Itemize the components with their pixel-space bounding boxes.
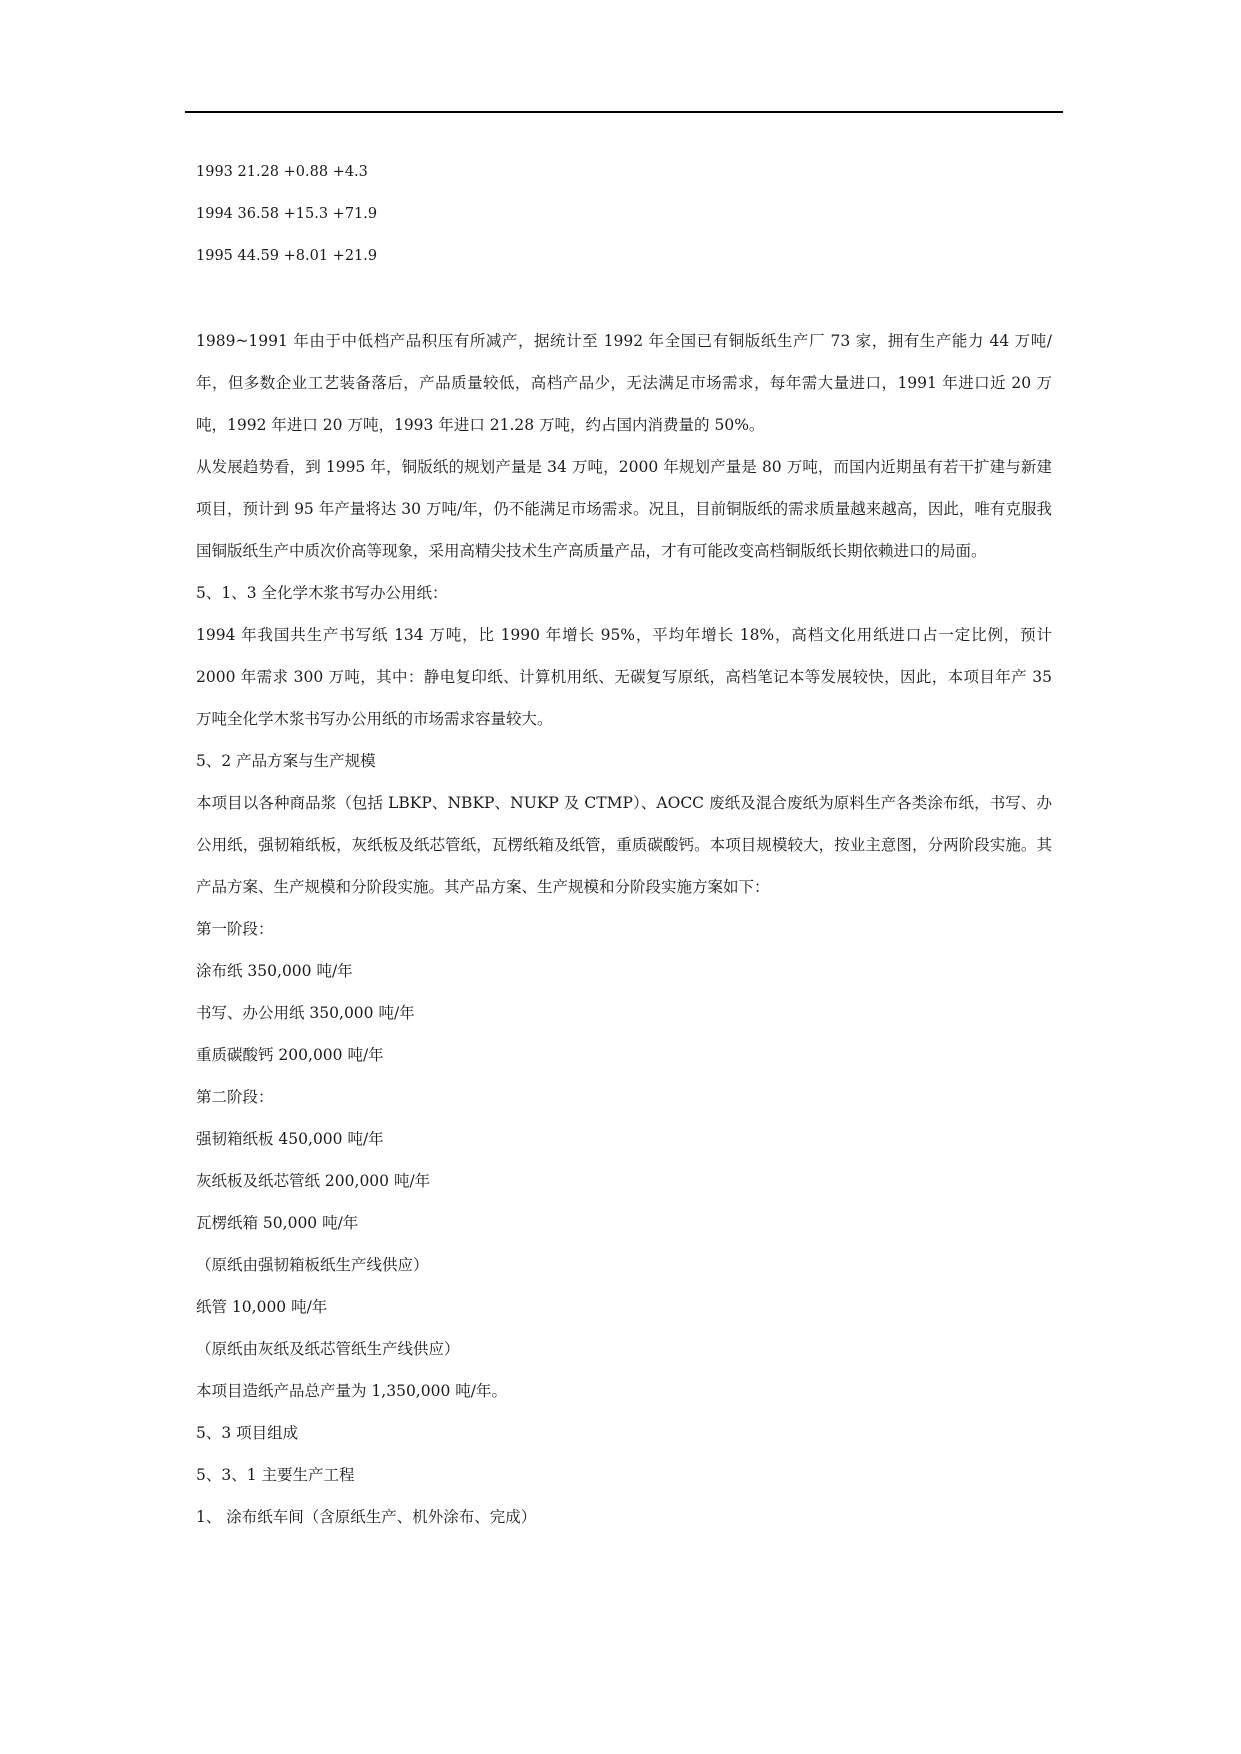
section-heading-5-3: 5、3 项目组成 (196, 1424, 299, 1442)
list-item: 1、 涂布纸车间（含原纸生产、机外涂布、完成） (196, 1508, 537, 1526)
paragraph-writing-paper: 1994 年我国共生产书写纸 134 万吨，比 1990 年增长 95%，平均年增长 18%，高档文化用纸进口占一定比例，预计 2000 年需求 300 万吨，其中：静电复印纸、计算机用纸、无碳复写原纸，高档笔记本等发展较快，因此，本项目年产 35 万吨全化学木浆书写办公用纸的市场需求容量较大。 (196, 626, 1052, 728)
section-heading-5-1-3: 5、1、3 全化学木浆书写办公用纸： (196, 584, 448, 602)
paragraph-production-history: 1989~1991 年由于中低档产品积压有所减产，据统计至 1992 年全国已有铜版纸生产厂 73 家，拥有生产能力 44 万吨/年，但多数企业工艺装备落后，产品质量较低，高档产品少，无法满足市场需求，每年需大量进口，1991 年进口近 20 万吨，1992 年进口 20 万吨，1993 年进口 21.28 万吨，约占国内消费量的 50%。 (196, 332, 1052, 434)
stat-row-1994: 1994 36.58 +15.3 +71.9 (196, 206, 378, 222)
total-output-line: 本项目造纸产品总产量为 1,350,000 吨/年。 (196, 1382, 507, 1400)
section-heading-5-2: 5、2 产品方案与生产规模 (196, 752, 376, 770)
header-rule (185, 111, 1063, 113)
document-body (196, 158, 1052, 1538)
paragraph-product-plan: 本项目以各种商品浆（包括 LBKP、NBKP、NUKP 及 CTMP）、AOCC 废纸及混合废纸为原料生产各类涂布纸，书写、办公用纸，强韧箱纸板，灰纸板及纸芯管纸，瓦楞纸箱及纸管，重质碳酸钙。本项目规模较大，按业主意图，分两阶段实施。其产品方案、生产规模和分阶段实施。其产品方案、生产规模和分阶段实施方案如下： (196, 794, 1052, 896)
product-line: 重质碳酸钙 200,000 吨/年 (196, 1046, 384, 1064)
stage-two-heading: 第二阶段： (196, 1088, 274, 1106)
product-note: （原纸由强韧箱板纸生产线供应） (196, 1256, 429, 1274)
section-heading-5-3-1: 5、3、1 主要生产工程 (196, 1466, 355, 1484)
product-line: 灰纸板及纸芯管纸 200,000 吨/年 (196, 1172, 431, 1190)
product-line: 书写、办公用纸 350,000 吨/年 (196, 1004, 415, 1022)
product-line: 强韧箱纸板 450,000 吨/年 (196, 1130, 384, 1148)
stat-row-1995: 1995 44.59 +8.01 +21.9 (196, 248, 378, 264)
product-line: 瓦楞纸箱 50,000 吨/年 (196, 1214, 359, 1232)
paragraph-development-trend: 从发展趋势看，到 1995 年，铜版纸的规划产量是 34 万吨，2000 年规划产量是 80 万吨，而国内近期虽有若干扩建与新建项目，预计到 95 年产量将达 30 万吨/年，仍不能满足市场需求。况且，目前铜版纸的需求质量越来越高，因此，唯有克服我国铜版纸生产中质次价高等现象，采用高精尖技术生产高质量产品，才有可能改变高档铜版纸长期依赖进口的局面。 (196, 458, 1052, 560)
product-line: 纸管 10,000 吨/年 (196, 1298, 328, 1316)
stage-one-heading: 第一阶段： (196, 920, 274, 938)
spacer (196, 284, 1052, 320)
stat-row-1993: 1993 21.28 +0.88 +4.3 (196, 164, 368, 180)
product-line: 涂布纸 350,000 吨/年 (196, 962, 353, 980)
product-note: （原纸由灰纸及纸芯管纸生产线供应） (196, 1340, 460, 1358)
